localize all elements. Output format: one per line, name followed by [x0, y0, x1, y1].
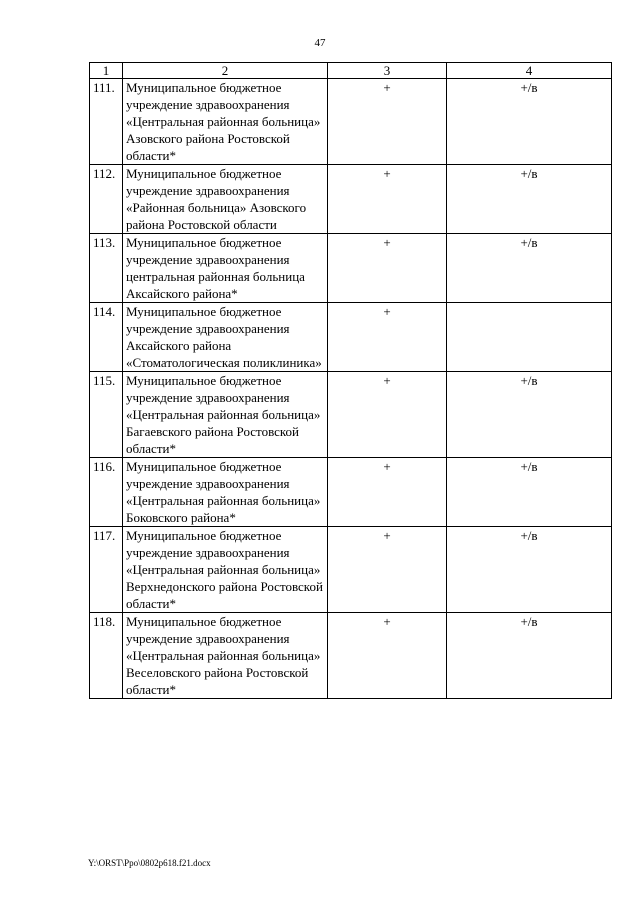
column-header-3: 3	[328, 63, 447, 79]
column-4-value: +/в	[447, 613, 612, 699]
table-header-row	[90, 63, 612, 79]
table-row	[90, 372, 612, 458]
institution-name: Муниципальное бюджетное учреждение здравоохранения Аксайского района «Стоматологическая поликлиника»	[123, 303, 328, 372]
table-row	[90, 613, 612, 699]
column-3-value: +	[328, 79, 447, 165]
row-number: 115.	[90, 372, 123, 458]
institutions-table	[89, 62, 612, 699]
column-4-value	[447, 303, 612, 372]
column-4-value: +/в	[447, 165, 612, 234]
institution-name: Муниципальное бюджетное учреждение здравоохранения «Центральная районная больница» Верхнедонского района Ростовской области*	[123, 527, 328, 613]
column-3-value: +	[328, 613, 447, 699]
file-path-footer: Y:\ORST\Ppo\0802p618.f21.docx	[88, 858, 211, 868]
institution-name: Муниципальное бюджетное учреждение здравоохранения «Центральная районная больница» Багаевского района Ростовской области*	[123, 372, 328, 458]
institution-name: Муниципальное бюджетное учреждение здравоохранения «Центральная районная больница» Веселовского района Ростовской области*	[123, 613, 328, 699]
page-number: 47	[314, 37, 326, 49]
column-header-1: 1	[90, 63, 123, 79]
column-3-value: +	[328, 527, 447, 613]
table-row	[90, 234, 612, 303]
column-3-value: +	[328, 234, 447, 303]
row-number: 114.	[90, 303, 123, 372]
column-4-value: +/в	[447, 79, 612, 165]
column-4-value: +/в	[447, 527, 612, 613]
table-row	[90, 527, 612, 613]
table-row	[90, 79, 612, 165]
table-row	[90, 303, 612, 372]
column-3-value: +	[328, 458, 447, 527]
row-number: 113.	[90, 234, 123, 303]
institution-name: Муниципальное бюджетное учреждение здравоохранения «Районная больница» Азовского района Ростовской области	[123, 165, 328, 234]
column-4-value: +/в	[447, 234, 612, 303]
institution-name: Муниципальное бюджетное учреждение здравоохранения «Центральная районная больница» Боковского района*	[123, 458, 328, 527]
column-3-value: +	[328, 165, 447, 234]
institution-name: Муниципальное бюджетное учреждение здравоохранения центральная районная больница Аксайского района*	[123, 234, 328, 303]
table-row	[90, 458, 612, 527]
column-4-value: +/в	[447, 372, 612, 458]
institution-name: Муниципальное бюджетное учреждение здравоохранения «Центральная районная больница» Азовского района Ростовской области*	[123, 79, 328, 165]
row-number: 117.	[90, 527, 123, 613]
column-4-value: +/в	[447, 458, 612, 527]
column-3-value: +	[328, 303, 447, 372]
row-number: 111.	[90, 79, 123, 165]
row-number: 116.	[90, 458, 123, 527]
column-header-4: 4	[447, 63, 612, 79]
column-3-value: +	[328, 372, 447, 458]
column-header-2: 2	[123, 63, 328, 79]
row-number: 118.	[90, 613, 123, 699]
row-number: 112.	[90, 165, 123, 234]
table-row	[90, 165, 612, 234]
